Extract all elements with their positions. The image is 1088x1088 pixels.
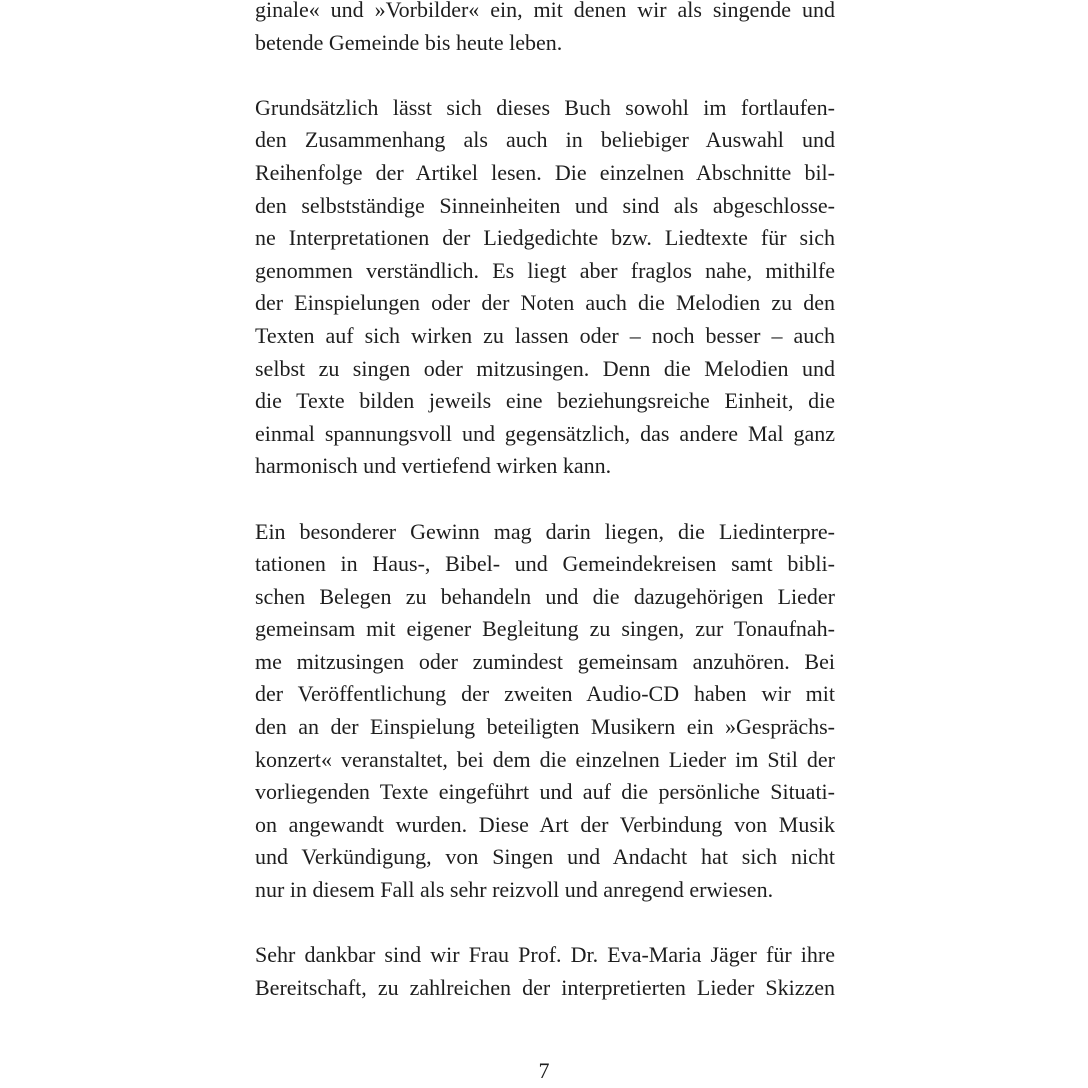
text-line: die Texte bilden jeweils eine beziehungsreiche Einheit, die [255,388,835,414]
text-line: selbst zu singen oder mitzusingen. Denn die Melodien und [255,355,835,381]
text-line: gemeinsam mit eigener Begleitung zu singen, zur Tonaufnah- [255,616,835,642]
text-line: Reihenfolge der Artikel lesen. Die einzelnen Abschnitte bil- [255,159,835,185]
text-line: on angewandt wurden. Diese Art der Verbindung von Musik [255,811,835,837]
text-line: Texten auf sich wirken zu lassen oder – noch besser – auch [255,322,835,348]
text-line: ginale« und »Vorbilder« ein, mit denen wir als singende und [255,0,835,22]
body-text [255,0,835,1004]
text-line: den an der Einspielung beteiligten Musikern ein »Gesprächs- [255,714,835,740]
text-line: tationen in Haus-, Bibel- und Gemeindekreisen samt bibli- [255,551,835,577]
page-number: 7 [538,1058,550,1083]
text-line: vorliegenden Texte eingeführt und auf die persönliche Situati- [255,779,835,805]
text-line: den selbstständige Sinneinheiten und sind als abgeschlosse- [255,192,835,218]
paragraph [255,92,835,483]
paragraph-gap [255,59,835,92]
paragraph-gap [255,907,835,940]
text-line: der Einspielungen oder der Noten auch die Melodien zu den [255,290,835,316]
text-line: Ein besonderer Gewinn mag darin liegen, die Liedinterpre- [255,518,835,544]
paragraph-gap [255,483,835,516]
text-line: Sehr dankbar sind wir Frau Prof. Dr. Eva-Maria Jäger für ihre [255,942,835,968]
text-line: betende Gemeinde bis heute leben. [255,29,563,55]
text-line: der Veröffentlichung der zweiten Audio-CD haben wir mit [255,681,835,707]
text-line: genommen verständlich. Es liegt aber fraglos nahe, mithilfe [255,257,835,283]
text-line: schen Belegen zu behandeln und die dazugehörigen Lieder [255,583,835,609]
text-line: Bereitschaft, zu zahlreichen der interpretierten Lieder Skizzen [255,974,835,1000]
paragraph [255,0,835,59]
text-line: konzert« veranstaltet, bei dem die einzelnen Lieder im Stil der [255,746,835,772]
paragraph [255,516,835,907]
text-line: nur in diesem Fall als sehr reizvoll und anregend erwiesen. [255,877,774,903]
text-line: harmonisch und vertiefend wirken kann. [255,453,612,479]
text-line: einmal spannungsvoll und gegensätzlich, das andere Mal ganz [255,420,835,446]
paragraph [255,939,835,1004]
text-line: und Verkündigung, von Singen und Andacht hat sich nicht [255,844,835,870]
text-line: den Zusammenhang als auch in beliebiger Auswahl und [255,127,835,153]
text-line: me mitzusingen oder zumindest gemeinsam anzuhören. Bei [255,648,835,674]
text-line: Grundsätzlich lässt sich dieses Buch sowohl im fortlaufen- [255,94,835,120]
text-line: ne Interpretationen der Liedgedichte bzw. Liedtexte für sich [255,225,835,251]
